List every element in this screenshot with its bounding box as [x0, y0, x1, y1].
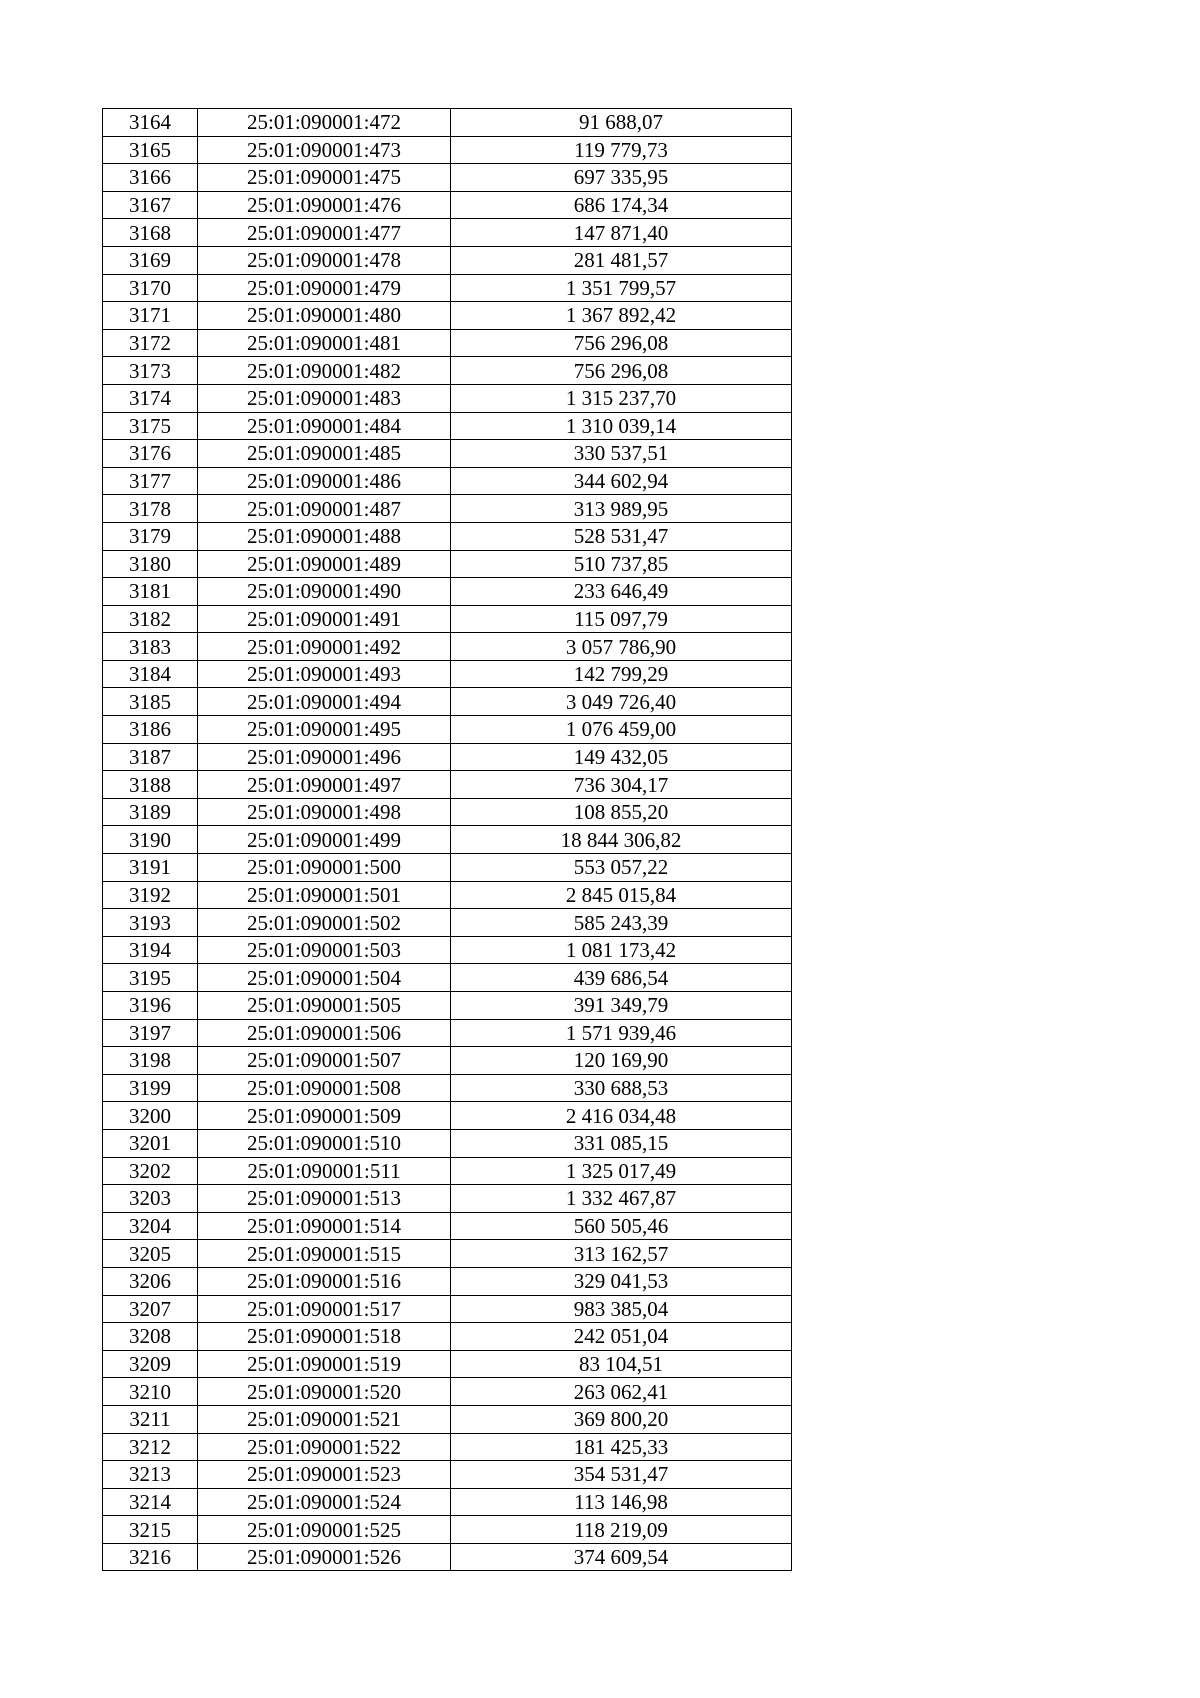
cadastral-number-cell: 25:01:090001:476 [198, 191, 451, 219]
cadastral-number-cell: 25:01:090001:504 [198, 964, 451, 992]
value-cell: 115 097,79 [451, 605, 792, 633]
value-cell: 686 174,34 [451, 191, 792, 219]
table-row [103, 1323, 792, 1351]
table-row [103, 1295, 792, 1323]
value-cell: 1 325 017,49 [451, 1157, 792, 1185]
row-number-cell: 3205 [103, 1240, 198, 1268]
value-cell: 83 104,51 [451, 1350, 792, 1378]
cadastral-number-cell: 25:01:090001:498 [198, 798, 451, 826]
cadastral-number-cell: 25:01:090001:478 [198, 246, 451, 274]
row-number-cell: 3171 [103, 302, 198, 330]
table-row [103, 1433, 792, 1461]
cadastral-number-cell: 25:01:090001:475 [198, 164, 451, 192]
value-cell: 2 845 015,84 [451, 881, 792, 909]
table-row [103, 219, 792, 247]
value-cell: 697 335,95 [451, 164, 792, 192]
value-cell: 329 041,53 [451, 1267, 792, 1295]
cadastral-number-cell: 25:01:090001:522 [198, 1433, 451, 1461]
cadastral-number-cell: 25:01:090001:525 [198, 1516, 451, 1544]
value-cell: 369 800,20 [451, 1405, 792, 1433]
table-row [103, 826, 792, 854]
row-number-cell: 3204 [103, 1212, 198, 1240]
value-cell: 756 296,08 [451, 357, 792, 385]
cadastral-number-cell: 25:01:090001:488 [198, 522, 451, 550]
value-cell: 330 688,53 [451, 1074, 792, 1102]
cadastral-number-cell: 25:01:090001:489 [198, 550, 451, 578]
value-cell: 1 332 467,87 [451, 1185, 792, 1213]
row-number-cell: 3207 [103, 1295, 198, 1323]
table-row [103, 1157, 792, 1185]
cadastral-number-cell: 25:01:090001:508 [198, 1074, 451, 1102]
cadastral-number-cell: 25:01:090001:479 [198, 274, 451, 302]
cadastral-number-cell: 25:01:090001:486 [198, 467, 451, 495]
row-number-cell: 3170 [103, 274, 198, 302]
row-number-cell: 3167 [103, 191, 198, 219]
cadastral-number-cell: 25:01:090001:515 [198, 1240, 451, 1268]
cadastral-number-cell: 25:01:090001:506 [198, 1019, 451, 1047]
table-row [103, 109, 792, 137]
cadastral-number-cell: 25:01:090001:473 [198, 136, 451, 164]
row-number-cell: 3195 [103, 964, 198, 992]
row-number-cell: 3201 [103, 1129, 198, 1157]
row-number-cell: 3197 [103, 1019, 198, 1047]
cadastral-number-cell: 25:01:090001:514 [198, 1212, 451, 1240]
table-row [103, 1350, 792, 1378]
value-cell: 344 602,94 [451, 467, 792, 495]
row-number-cell: 3186 [103, 716, 198, 744]
cadastral-number-cell: 25:01:090001:496 [198, 743, 451, 771]
row-number-cell: 3179 [103, 522, 198, 550]
table-row [103, 936, 792, 964]
cadastral-number-cell: 25:01:090001:494 [198, 688, 451, 716]
cadastral-number-cell: 25:01:090001:513 [198, 1185, 451, 1213]
row-number-cell: 3185 [103, 688, 198, 716]
row-number-cell: 3174 [103, 384, 198, 412]
table-row [103, 467, 792, 495]
row-number-cell: 3212 [103, 1433, 198, 1461]
value-cell: 1 310 039,14 [451, 412, 792, 440]
cadastral-number-cell: 25:01:090001:523 [198, 1461, 451, 1489]
value-cell: 983 385,04 [451, 1295, 792, 1323]
cadastral-number-cell: 25:01:090001:519 [198, 1350, 451, 1378]
value-cell: 3 049 726,40 [451, 688, 792, 716]
row-number-cell: 3189 [103, 798, 198, 826]
value-cell: 510 737,85 [451, 550, 792, 578]
value-cell: 1 081 173,42 [451, 936, 792, 964]
table-row [103, 357, 792, 385]
table-row [103, 246, 792, 274]
value-cell: 313 989,95 [451, 495, 792, 523]
cadastral-number-cell: 25:01:090001:484 [198, 412, 451, 440]
table-row [103, 633, 792, 661]
table-row [103, 743, 792, 771]
table-row [103, 1405, 792, 1433]
row-number-cell: 3203 [103, 1185, 198, 1213]
row-number-cell: 3164 [103, 109, 198, 137]
row-number-cell: 3206 [103, 1267, 198, 1295]
cadastral-number-cell: 25:01:090001:521 [198, 1405, 451, 1433]
row-number-cell: 3172 [103, 329, 198, 357]
table-row [103, 1516, 792, 1544]
value-cell: 18 844 306,82 [451, 826, 792, 854]
value-cell: 391 349,79 [451, 992, 792, 1020]
cadastral-number-cell: 25:01:090001:490 [198, 578, 451, 606]
cadastral-number-cell: 25:01:090001:497 [198, 771, 451, 799]
value-cell: 113 146,98 [451, 1488, 792, 1516]
value-cell: 1 367 892,42 [451, 302, 792, 330]
value-cell: 120 169,90 [451, 1047, 792, 1075]
table-row [103, 1185, 792, 1213]
row-number-cell: 3183 [103, 633, 198, 661]
table-row [103, 1488, 792, 1516]
cadastral-number-cell: 25:01:090001:491 [198, 605, 451, 633]
value-cell: 354 531,47 [451, 1461, 792, 1489]
table-row [103, 495, 792, 523]
cadastral-number-cell: 25:01:090001:492 [198, 633, 451, 661]
value-cell: 439 686,54 [451, 964, 792, 992]
cadastral-number-cell: 25:01:090001:503 [198, 936, 451, 964]
row-number-cell: 3190 [103, 826, 198, 854]
value-cell: 1 315 237,70 [451, 384, 792, 412]
table-row [103, 440, 792, 468]
row-number-cell: 3196 [103, 992, 198, 1020]
row-number-cell: 3181 [103, 578, 198, 606]
table-row [103, 716, 792, 744]
value-cell: 560 505,46 [451, 1212, 792, 1240]
row-number-cell: 3169 [103, 246, 198, 274]
value-cell: 1 571 939,46 [451, 1019, 792, 1047]
row-number-cell: 3180 [103, 550, 198, 578]
cadastral-number-cell: 25:01:090001:526 [198, 1543, 451, 1571]
table-row [103, 1019, 792, 1047]
value-cell: 374 609,54 [451, 1543, 792, 1571]
table-row [103, 964, 792, 992]
value-cell: 1 076 459,00 [451, 716, 792, 744]
table-row [103, 329, 792, 357]
cadastral-number-cell: 25:01:090001:481 [198, 329, 451, 357]
cadastral-number-cell: 25:01:090001:507 [198, 1047, 451, 1075]
row-number-cell: 3216 [103, 1543, 198, 1571]
table-row [103, 771, 792, 799]
table-row [103, 605, 792, 633]
row-number-cell: 3193 [103, 909, 198, 937]
cadastral-number-cell: 25:01:090001:483 [198, 384, 451, 412]
value-cell: 585 243,39 [451, 909, 792, 937]
table-body [103, 109, 792, 1571]
value-cell: 736 304,17 [451, 771, 792, 799]
row-number-cell: 3168 [103, 219, 198, 247]
row-number-cell: 3165 [103, 136, 198, 164]
row-number-cell: 3211 [103, 1405, 198, 1433]
cadastral-number-cell: 25:01:090001:472 [198, 109, 451, 137]
cadastral-number-cell: 25:01:090001:518 [198, 1323, 451, 1351]
row-number-cell: 3166 [103, 164, 198, 192]
value-cell: 119 779,73 [451, 136, 792, 164]
value-cell: 553 057,22 [451, 854, 792, 882]
row-number-cell: 3194 [103, 936, 198, 964]
table-row [103, 1378, 792, 1406]
table-row [103, 412, 792, 440]
table-row [103, 522, 792, 550]
table-row [103, 798, 792, 826]
cadastral-number-cell: 25:01:090001:499 [198, 826, 451, 854]
table-row [103, 274, 792, 302]
row-number-cell: 3182 [103, 605, 198, 633]
value-cell: 281 481,57 [451, 246, 792, 274]
row-number-cell: 3213 [103, 1461, 198, 1489]
value-cell: 242 051,04 [451, 1323, 792, 1351]
value-cell: 1 351 799,57 [451, 274, 792, 302]
table-row [103, 1047, 792, 1075]
row-number-cell: 3199 [103, 1074, 198, 1102]
row-number-cell: 3191 [103, 854, 198, 882]
cadastral-number-cell: 25:01:090001:493 [198, 660, 451, 688]
table-row [103, 1543, 792, 1571]
value-cell: 142 799,29 [451, 660, 792, 688]
row-number-cell: 3209 [103, 1350, 198, 1378]
value-cell: 147 871,40 [451, 219, 792, 247]
row-number-cell: 3192 [103, 881, 198, 909]
value-cell: 331 085,15 [451, 1129, 792, 1157]
cadastral-number-cell: 25:01:090001:520 [198, 1378, 451, 1406]
cadastral-number-cell: 25:01:090001:517 [198, 1295, 451, 1323]
row-number-cell: 3178 [103, 495, 198, 523]
row-number-cell: 3200 [103, 1102, 198, 1130]
cadastral-number-cell: 25:01:090001:516 [198, 1267, 451, 1295]
cadastral-number-cell: 25:01:090001:495 [198, 716, 451, 744]
table-row [103, 302, 792, 330]
row-number-cell: 3202 [103, 1157, 198, 1185]
cadastral-number-cell: 25:01:090001:501 [198, 881, 451, 909]
value-cell: 91 688,07 [451, 109, 792, 137]
table-row [103, 578, 792, 606]
cadastral-number-cell: 25:01:090001:505 [198, 992, 451, 1020]
table-row [103, 1240, 792, 1268]
cadastral-number-cell: 25:01:090001:500 [198, 854, 451, 882]
value-cell: 263 062,41 [451, 1378, 792, 1406]
table-row [103, 854, 792, 882]
cadastral-number-cell: 25:01:090001:487 [198, 495, 451, 523]
table-row [103, 992, 792, 1020]
value-cell: 313 162,57 [451, 1240, 792, 1268]
value-cell: 3 057 786,90 [451, 633, 792, 661]
table-row [103, 550, 792, 578]
table-row [103, 660, 792, 688]
value-cell: 528 531,47 [451, 522, 792, 550]
value-cell: 2 416 034,48 [451, 1102, 792, 1130]
table-row [103, 1212, 792, 1240]
value-cell: 108 855,20 [451, 798, 792, 826]
table-row [103, 909, 792, 937]
row-number-cell: 3214 [103, 1488, 198, 1516]
row-number-cell: 3215 [103, 1516, 198, 1544]
table-row [103, 1129, 792, 1157]
row-number-cell: 3175 [103, 412, 198, 440]
row-number-cell: 3173 [103, 357, 198, 385]
value-cell: 756 296,08 [451, 329, 792, 357]
cadastral-number-cell: 25:01:090001:510 [198, 1129, 451, 1157]
value-cell: 233 646,49 [451, 578, 792, 606]
cadastral-number-cell: 25:01:090001:509 [198, 1102, 451, 1130]
cadastral-number-cell: 25:01:090001:511 [198, 1157, 451, 1185]
cadastral-number-cell: 25:01:090001:477 [198, 219, 451, 247]
cadastral-number-cell: 25:01:090001:485 [198, 440, 451, 468]
value-cell: 118 219,09 [451, 1516, 792, 1544]
table-row [103, 191, 792, 219]
row-number-cell: 3187 [103, 743, 198, 771]
row-number-cell: 3177 [103, 467, 198, 495]
table-row [103, 1102, 792, 1130]
value-cell: 181 425,33 [451, 1433, 792, 1461]
table-row [103, 384, 792, 412]
cadastral-number-cell: 25:01:090001:502 [198, 909, 451, 937]
table-row [103, 881, 792, 909]
row-number-cell: 3208 [103, 1323, 198, 1351]
table-row [103, 1074, 792, 1102]
table-row [103, 688, 792, 716]
row-number-cell: 3210 [103, 1378, 198, 1406]
table-row [103, 164, 792, 192]
table-row [103, 136, 792, 164]
row-number-cell: 3198 [103, 1047, 198, 1075]
table-row [103, 1267, 792, 1295]
cadastral-number-cell: 25:01:090001:524 [198, 1488, 451, 1516]
cadastral-value-table [102, 108, 792, 1571]
cadastral-number-cell: 25:01:090001:480 [198, 302, 451, 330]
table-row [103, 1461, 792, 1489]
cadastral-number-cell: 25:01:090001:482 [198, 357, 451, 385]
row-number-cell: 3176 [103, 440, 198, 468]
value-cell: 330 537,51 [451, 440, 792, 468]
row-number-cell: 3184 [103, 660, 198, 688]
value-cell: 149 432,05 [451, 743, 792, 771]
row-number-cell: 3188 [103, 771, 198, 799]
